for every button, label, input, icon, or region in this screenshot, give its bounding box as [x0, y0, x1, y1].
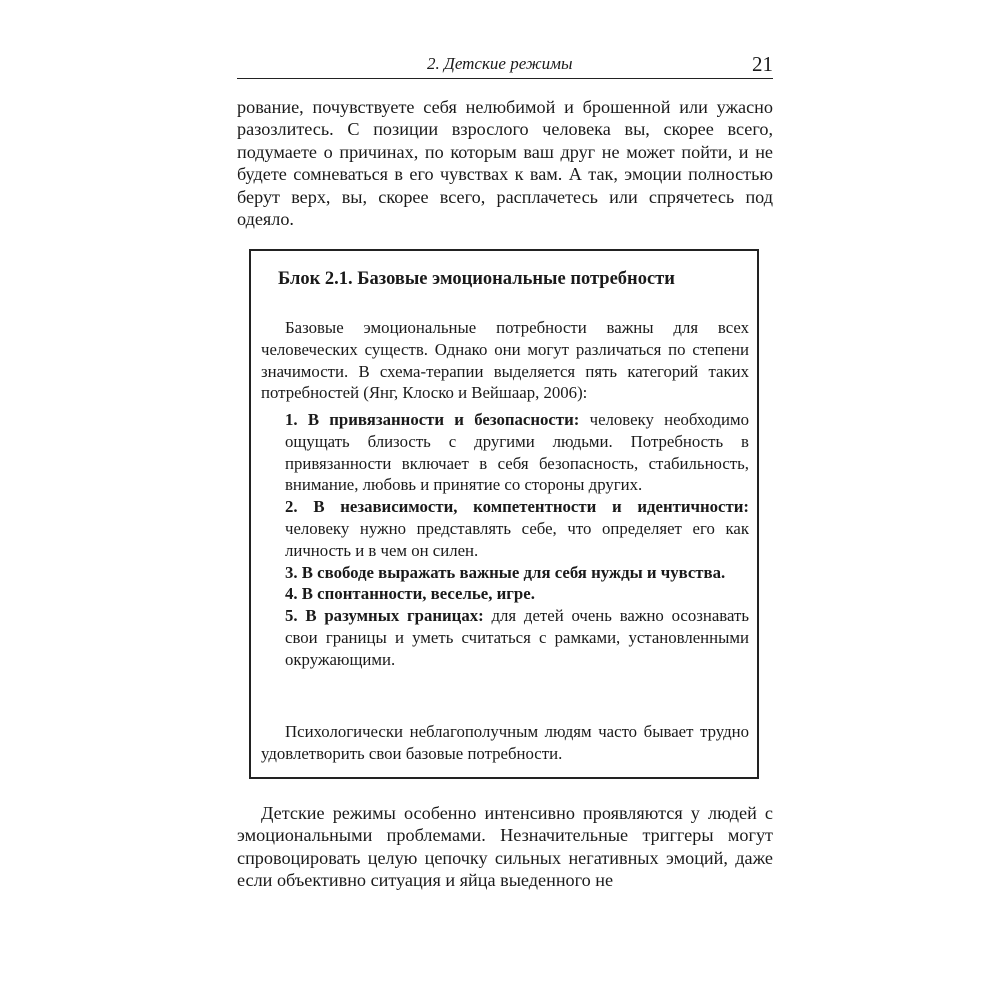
- box-outro: Психологически неблагополучным людям часто бывает трудно удовлетворить свои базовые потребности.: [261, 722, 749, 763]
- list-item: [261, 496, 749, 561]
- page-number: 21: [752, 52, 773, 76]
- list-item: [261, 409, 749, 496]
- needs-list: [261, 409, 749, 671]
- sidebar-box: [249, 249, 759, 779]
- running-header: [237, 52, 773, 79]
- body-paragraph-top: рование, почувствуете себя нелюбимой и брошенной или ужасно разозлитесь. С позиции взрослого человека вы, скорее всего, подумаете о причинах, по которым ваш друг не может пойти, и не будете сомневаться в его чувствах к вам. А так, эмоции полностью берут верх, вы, скорее всего, расплачетесь или спрячетесь под одеяло.: [237, 97, 773, 230]
- body-paragraph-bottom: Детские режимы особенно интенсивно проявляются у людей с эмоциональными проблемами. Незначительные триггеры могут спровоцировать целую цепочку сильных негативных эмоций, даже если объективно ситуация и яйца выеденного не: [237, 803, 773, 891]
- item-text: человеку нужно представлять себе, что определяет его как личность и в чем он силен.: [285, 518, 749, 560]
- item-lead: В разумных границах:: [305, 606, 484, 626]
- list-item: [261, 583, 749, 605]
- running-title: 2. Детские режимы: [427, 54, 573, 73]
- list-item: [261, 562, 749, 584]
- item-lead: В свободе выражать важные для себя нужды и чувства.: [301, 562, 726, 582]
- item-number: 3.: [285, 562, 298, 582]
- box-intro: Базовые эмоциональные потребности важны для всех человеческих существ. Однако они могут различаться по степени значимости. В схема-терапии выделяется пять категорий таких потребностей (Янг, Клоско и Вейшаар, 2006):: [261, 318, 749, 403]
- item-text: человеку необходимо ощущать близость с другими людьми. Потребность в привязанности включает в себя безопасность, стабильность, внимание, любовь и принятие со стороны других.: [285, 410, 749, 495]
- item-number: 1.: [285, 410, 298, 429]
- item-number: 2.: [285, 497, 298, 517]
- item-lead: В привязанности и безопасности:: [307, 410, 580, 429]
- item-number: 4.: [285, 584, 298, 604]
- item-text: для детей очень важно осознавать свои границы и уметь считаться с рамками, установленными окружающими.: [285, 606, 750, 669]
- item-number: 5.: [285, 606, 298, 626]
- item-lead: В спонтанности, веселье, игре.: [301, 584, 535, 604]
- list-item: [261, 605, 749, 670]
- item-lead: В независимости, компетентности и идентичности:: [313, 497, 749, 517]
- box-title: Блок 2.1. Базовые эмоциональные потребности: [278, 269, 675, 289]
